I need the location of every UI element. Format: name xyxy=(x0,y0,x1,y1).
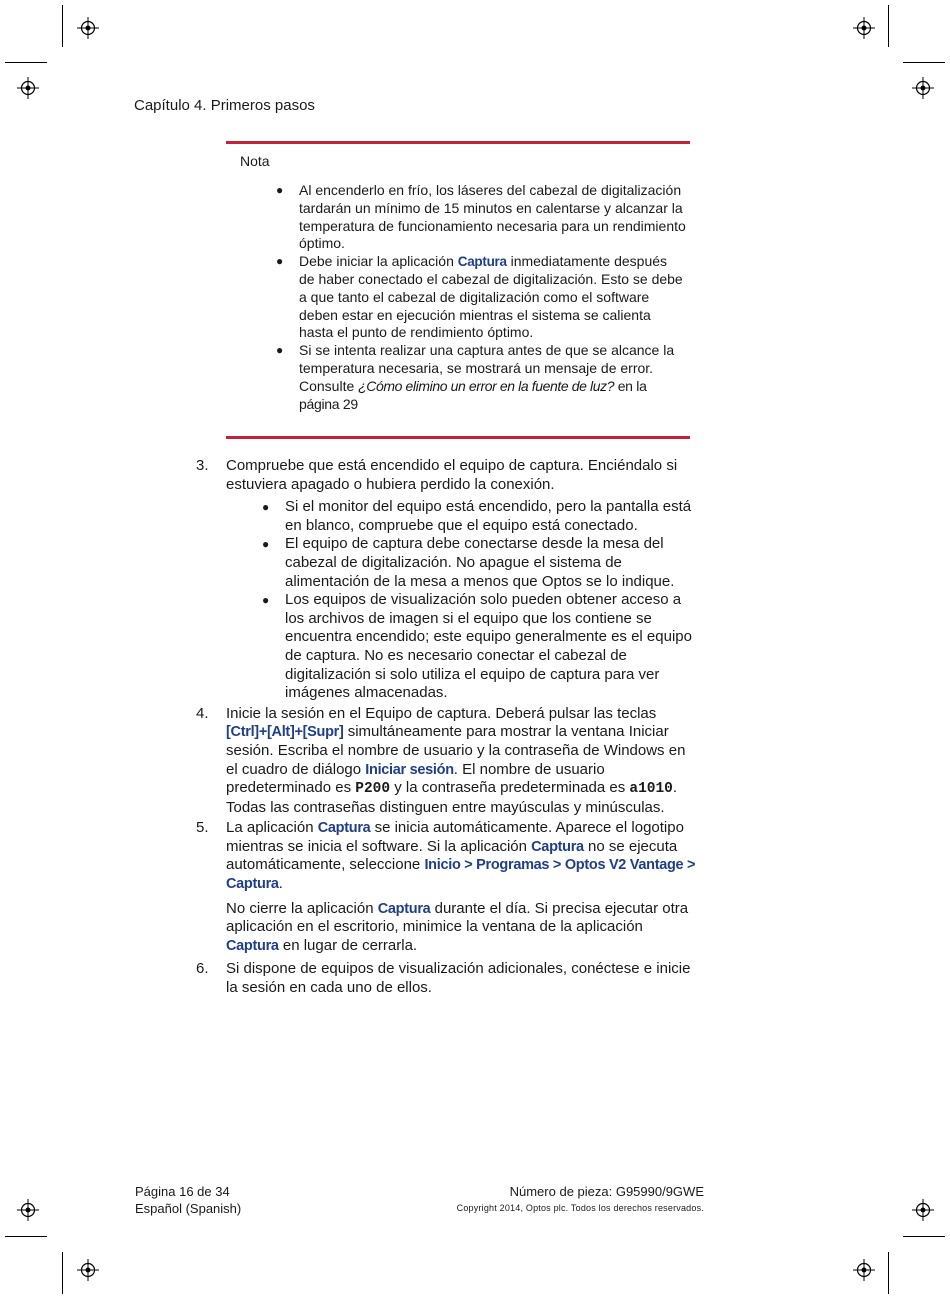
app-name: Captura xyxy=(531,838,584,855)
app-name: Captura xyxy=(317,820,371,837)
bullet-icon: ● xyxy=(276,183,284,197)
bullet-icon: ● xyxy=(262,593,270,608)
registration-target-icon xyxy=(912,77,934,99)
step-3-bullets xyxy=(226,498,696,703)
dialog-name: Iniciar sesión xyxy=(365,761,454,778)
step-text: Si dispone de equipos de visualización adicionales, conéctese e inicie la sesión en cada uno de ellos. xyxy=(226,960,691,997)
document-language: Español (Spanish) xyxy=(135,1201,242,1216)
list-item: ● El equipo de captura debe conectarse desde la mesa del cabezal de digitalización. No apague el sistema de alimentación de la mesa a menos que Optos se lo indique. xyxy=(262,535,675,590)
note-item: ● Al encenderlo en frío, los láseres del cabezal de digitalización tardarán un mínimo de 15 minutos en calentarse y alcanzar la temperatura de funcionamiento necesaria para un rendimiento óptimo. xyxy=(276,182,686,252)
registration-target-icon xyxy=(77,17,99,39)
key-combination: [Ctrl]+[Alt]+[Supr] xyxy=(226,724,344,741)
default-username: P200 xyxy=(355,781,391,798)
note-bottom-rule xyxy=(226,436,690,439)
step-number: 6. xyxy=(196,960,209,978)
trim-mark xyxy=(62,1252,63,1294)
trim-mark xyxy=(903,62,945,63)
app-name: Captura xyxy=(226,937,279,954)
trim-mark xyxy=(5,62,47,63)
list-item: ● Si el monitor del equipo está encendido, pero la pantalla está en blanco, compruebe que el equipo está conectado. xyxy=(262,498,692,534)
registration-target-icon xyxy=(853,17,875,39)
step-number: 5. xyxy=(196,819,209,837)
trim-mark xyxy=(888,1252,889,1294)
footer-right xyxy=(457,1183,704,1217)
note-label: Nota xyxy=(240,153,270,169)
registration-target-icon xyxy=(17,1199,39,1221)
registration-target-icon xyxy=(17,77,39,99)
step-6 xyxy=(196,960,696,997)
chapter-title: Capítulo 4. Primeros pasos xyxy=(134,97,315,114)
bullet-icon: ● xyxy=(276,343,284,358)
trim-mark xyxy=(5,1236,47,1237)
step-5: 5. La aplicación Captura se inicia automáticamente. Aparece el logotipo mientras se inicia el software. Si la aplicación Captura no se ejecuta automáticamente, seleccione Inicio > Programas > Optos V2 Vantage > Captura. No cierre la aplicación Captura durante el día. Si precisa ejecutar otra aplicación en el escritorio, minimice la ventana de la aplicación Captura en lugar de cerrarla. xyxy=(196,819,696,954)
trim-mark xyxy=(888,5,889,47)
bullet-icon: ● xyxy=(276,254,284,269)
steps-list xyxy=(196,457,696,1000)
default-password: a1010 xyxy=(629,781,673,798)
footer-left xyxy=(135,1183,241,1217)
step-4: 4. Inicie la sesión en el Equipo de captura. Deberá pulsar las teclas [Ctrl]+[Alt]+[Supr] simultáneamente para mostrar la ventana Iniciar sesión. Escriba el nombre de usuario y la contraseña de Windows en el cuadro de diálogo Iniciar sesión. El nombre de usuario predeterminado es P200 y la contraseña predeterminada es a1010. Todas las contraseñas distinguen entre mayúsculas y minúsculas. xyxy=(196,704,686,816)
note-top-rule xyxy=(226,141,690,144)
list-item: ● Los equipos de visualización solo pueden obtener acceso a los archivos de imagen si el equipo que los contiene se encuentra encendido; este equipo generalmente es el equipo de captura. No es necesario conectar el cabezal de digitalización si solo utiliza el equipo de captura para ver imágenes almacenadas. xyxy=(262,591,692,702)
app-name: Captura xyxy=(457,254,507,270)
note-item: ● Si se intenta realizar una captura antes de que se alcance la temperatura necesaria, se mostrará un mensaje de error. Consulte ¿Cómo elimino un error en la fuente de luz? en la página 29 xyxy=(276,342,675,412)
trim-mark xyxy=(62,5,63,47)
step-5-note: No cierre la aplicación Captura durante el día. Si precisa ejecutar otra aplicación en el escritorio, minimice la ventana de la aplicación Captura en lugar de cerrarla. xyxy=(226,899,689,954)
step-number: 3. xyxy=(196,457,209,474)
step-text: Compruebe que está encendido el equipo de captura. Enciéndalo si estuviera apagado o hubiera perdido la conexión. xyxy=(226,457,678,493)
menu-path: Inicio > Programas > Optos V2 Vantage > Captura xyxy=(226,857,696,893)
trim-mark xyxy=(903,1236,945,1237)
note-list xyxy=(276,182,686,413)
note-item: ● Debe iniciar la aplicación Captura inmediatamente después de haber conectado el cabezal de digitalización. Esto se debe a que tanto el cabezal de digitalización como el software deben estar en ejecución mientras el sistema se calienta hasta el punto de rendimiento óptimo. xyxy=(276,253,683,341)
copyright-notice: Copyright 2014, Optos plc. Todos los derechos reservados. xyxy=(456,1203,704,1213)
step-3 xyxy=(196,457,696,703)
registration-target-icon xyxy=(912,1199,934,1221)
bullet-icon: ● xyxy=(262,500,270,515)
registration-target-icon xyxy=(853,1259,875,1281)
bullet-icon: ● xyxy=(262,537,270,552)
app-name: Captura xyxy=(377,900,431,917)
cross-reference-link[interactable]: ¿Cómo elimino un error en la fuente de luz? xyxy=(358,377,615,394)
step-number: 4. xyxy=(196,704,209,722)
page-number: Página 16 de 34 xyxy=(135,1184,230,1199)
registration-target-icon xyxy=(77,1259,99,1281)
part-number: Número de pieza: G95990/9GWE xyxy=(509,1184,704,1199)
